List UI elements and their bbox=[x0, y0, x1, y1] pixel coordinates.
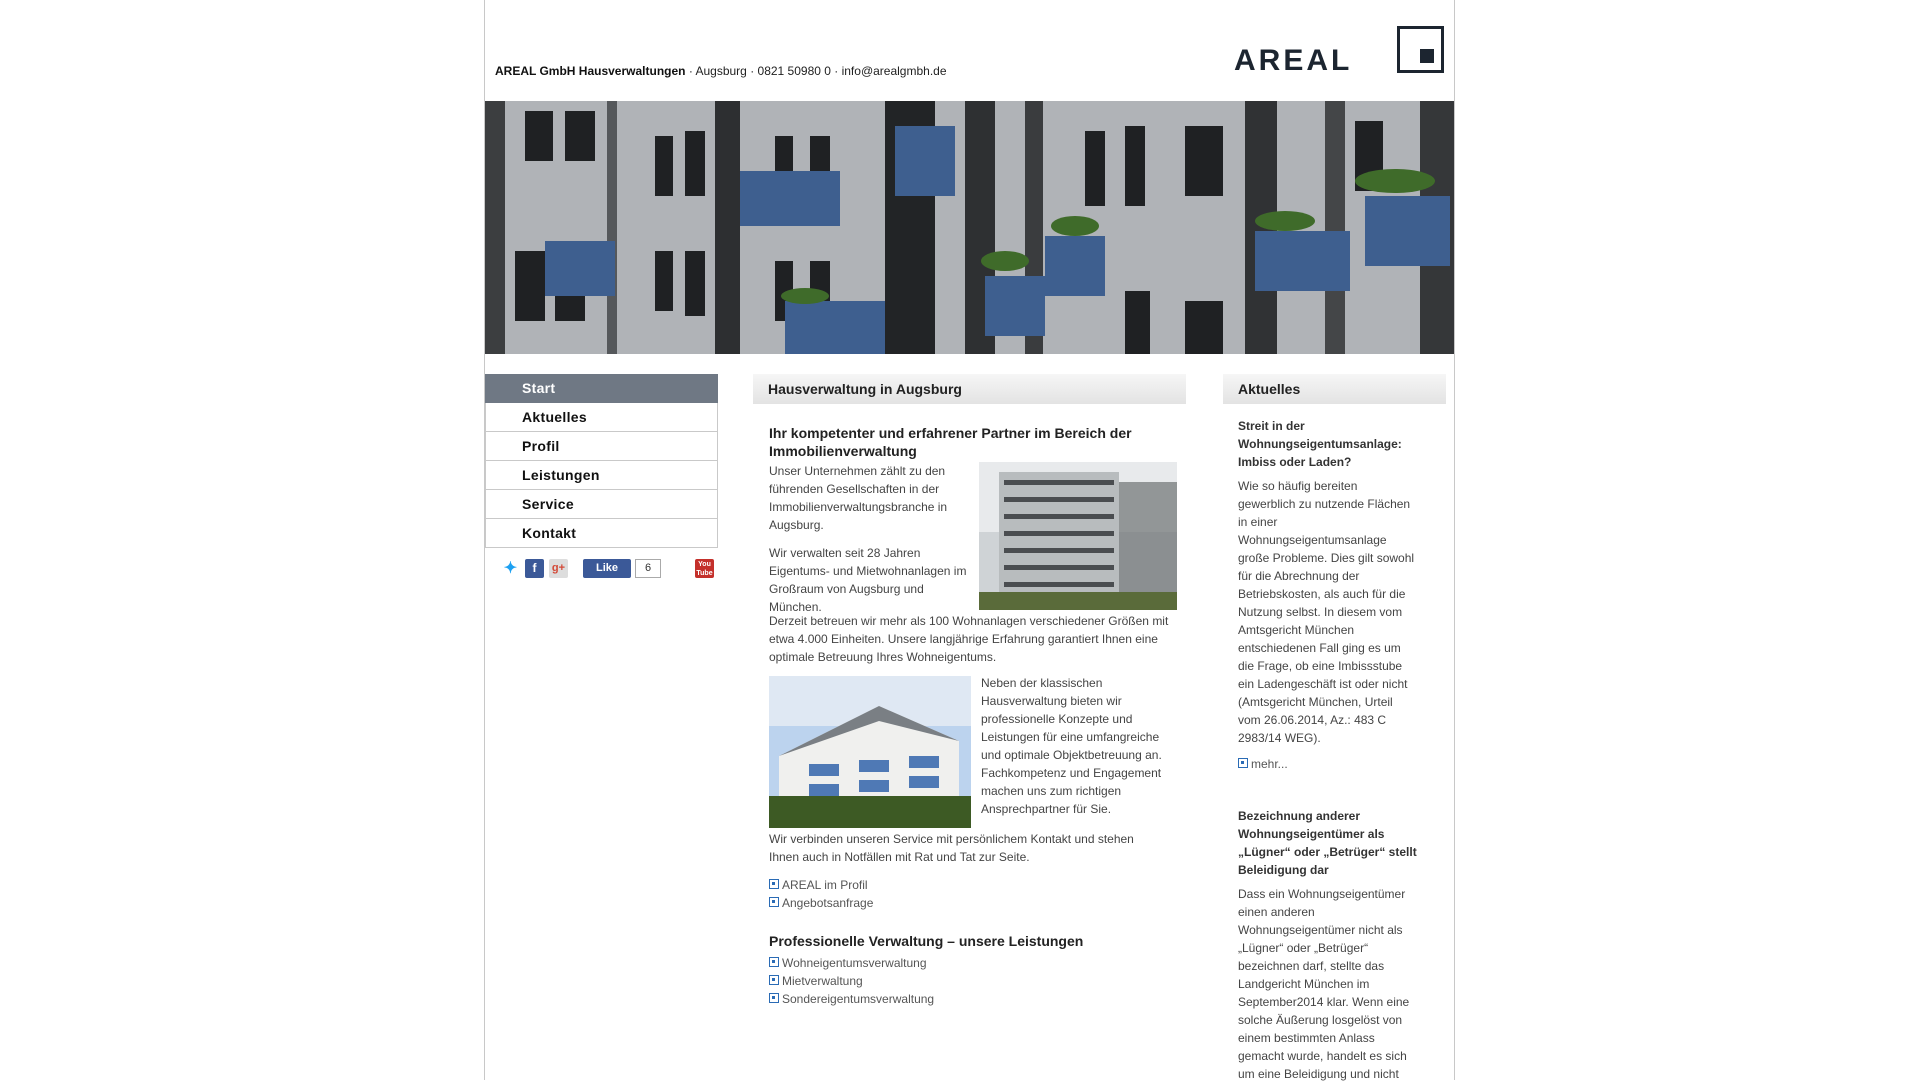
like-count: 6 bbox=[635, 559, 661, 578]
google-plus-icon[interactable]: g+ bbox=[549, 559, 568, 578]
main-heading: Hausverwaltung in Augsburg bbox=[753, 374, 1186, 404]
contact-details[interactable]: · Augsburg · 0821 50980 0 · info@arealgmbh.de bbox=[685, 64, 947, 78]
link-label: Sondereigentumsverwaltung bbox=[782, 992, 935, 1006]
contact-line bbox=[495, 64, 947, 78]
more-label: mehr... bbox=[1251, 757, 1288, 771]
header bbox=[485, 0, 1454, 101]
link-arrow-icon bbox=[769, 957, 779, 967]
link-wohneigentumsverwaltung[interactable] bbox=[769, 954, 1179, 972]
news-title-1[interactable]: Streit in der Wohnungseigentumsanlage: Imbiss oder Laden? bbox=[1238, 419, 1402, 469]
like-label: Like bbox=[595, 562, 618, 574]
link-label: Angebotsanfrage bbox=[782, 896, 874, 910]
intro-subheading: Ihr kompetenter und erfahrener Partner im Bereich der Immobilienverwaltung bbox=[769, 425, 1132, 459]
nav-item-aktuelles[interactable]: Aktuelles bbox=[485, 403, 718, 432]
link-label: AREAL im Profil bbox=[782, 878, 868, 892]
nav-item-leistungen[interactable]: Leistungen bbox=[485, 461, 718, 490]
company-name: AREAL GmbH Hausverwaltungen bbox=[495, 64, 686, 78]
youtube-icon[interactable]: You Tube bbox=[696, 561, 713, 577]
news-text-2: Dass ein Wohnungseigentümer einen anderen Wohnungseigentümer nicht als „Lügner“ oder „Betrüger“ bezeichnen darf, stellte das Landgericht München im September2014 klar. Wenn eine solche Äußerung losgelöst von einem bestimmten Anlass gemacht wurde, handelt es sich um eine Beleidigung und nicht bbox=[1238, 887, 1410, 1081]
page-container bbox=[484, 0, 1455, 1080]
nav-item-kontakt[interactable]: Kontakt bbox=[485, 519, 718, 548]
link-mietverwaltung[interactable] bbox=[769, 972, 1179, 990]
intro-paragraph-1: Unser Unternehmen zählt zu den führenden Gesellschaften in der Immobilienverwaltungsbranche in Augsburg. bbox=[769, 464, 948, 532]
residential-building-photo bbox=[769, 676, 971, 828]
link-sondereigentumsverwaltung[interactable] bbox=[769, 990, 1179, 1008]
areal-logo[interactable] bbox=[1234, 26, 1444, 76]
link-areal-profil[interactable] bbox=[769, 876, 1179, 894]
news-heading: Aktuelles bbox=[1223, 374, 1446, 404]
facebook-like-button[interactable] bbox=[583, 559, 631, 578]
news-text-1: Wie so häufig bereiten gewerblich zu nutzende Flächen in einer Wohnungseigentumsanlage große Probleme. Dies gilt sowohl für die Abrechnung der Betriebskosten, als auch für die Nutzung selbst. In diesem vom Amtsgericht München entschiedenen Fall ging es um die Frage, ob eine Imbissstube ein Ladengeschäft ist oder nicht (Amtsgericht München, Urteil vom 26.06.2014, Az.: 483 C 2983/14 WEG). bbox=[1238, 479, 1415, 745]
services-heading: Professionelle Verwaltung – unsere Leistungen bbox=[769, 933, 1084, 949]
main-navigation bbox=[485, 374, 718, 548]
intro-paragraph-3: Derzeit betreuen wir mehr als 100 Wohnanlagen verschiedener Größen mit etwa 4.000 Einheiten. Unsere langjährige Erfahrung garantiert Ihnen eine optimale Betreuung Ihres Wohneigentums. bbox=[769, 614, 1169, 664]
nav-item-start[interactable]: Start bbox=[485, 374, 718, 403]
facebook-icon[interactable]: f bbox=[525, 559, 544, 578]
link-angebotsanfrage[interactable] bbox=[769, 894, 1179, 912]
twitter-icon[interactable]: ✦ bbox=[501, 559, 520, 578]
social-bar bbox=[501, 559, 716, 581]
link-label: Mietverwaltung bbox=[782, 974, 863, 988]
news-more-link[interactable] bbox=[1238, 755, 1418, 773]
logo-square-icon bbox=[1397, 26, 1444, 73]
link-arrow-icon bbox=[769, 897, 779, 907]
nav-item-service[interactable]: Service bbox=[485, 490, 718, 519]
intro-paragraph-5: Wir verbinden unseren Service mit persönlichem Kontakt und stehen Ihnen auch in Notfällen mit Rat und Tat zur Seite. bbox=[769, 832, 1134, 864]
link-arrow-icon bbox=[769, 879, 779, 889]
link-label: Wohneigentumsverwaltung bbox=[782, 956, 927, 970]
news-title-2[interactable]: Bezeichnung anderer Wohnungseigentümer als „Lügner“ oder „Betrüger“ stellt Beleidigung dar bbox=[1238, 809, 1417, 877]
link-arrow-icon bbox=[769, 993, 779, 1003]
link-arrow-icon bbox=[769, 975, 779, 985]
link-arrow-icon bbox=[1238, 758, 1248, 768]
nav-item-profil[interactable]: Profil bbox=[485, 432, 718, 461]
hero-image bbox=[485, 101, 1454, 354]
intro-paragraph-4: Neben der klassischen Hausverwaltung bieten wir professionelle Konzepte und Leistungen für eine umfangreiche und optimale Objektbetreuung an. Fachkompetenz und Engagement machen uns zum richtigen Ansprechpartner für Sie. bbox=[981, 676, 1162, 816]
logo-wordmark: AREAL bbox=[1234, 44, 1353, 77]
highrise-photo bbox=[979, 462, 1177, 610]
intro-paragraph-2: Wir verwalten seit 28 Jahren Eigentums- und Mietwohnanlagen im Großraum von Augsburg und München. bbox=[769, 546, 967, 614]
